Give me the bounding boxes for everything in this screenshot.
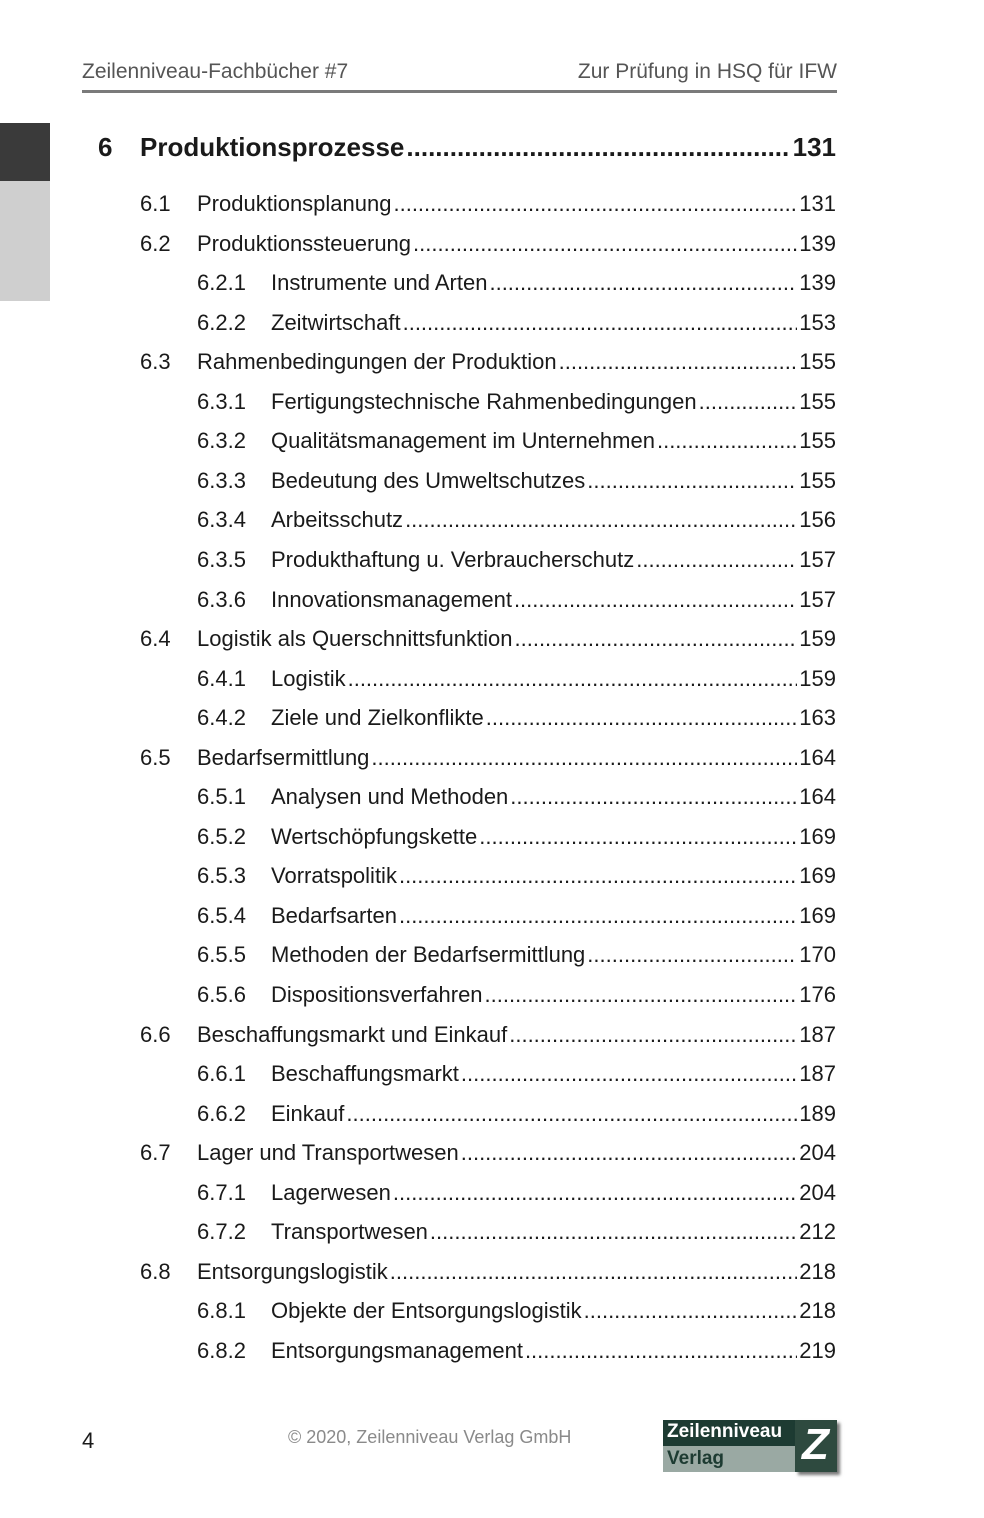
toc-entry-title: Wertschöpfungskette: [271, 823, 478, 849]
toc-entry-title: Lager und Transportwesen: [197, 1140, 459, 1166]
toc-entry[interactable]: [140, 1259, 836, 1285]
toc-entry-title: Fertigungstechnische Rahmenbedingungen: [271, 388, 697, 414]
toc-entry-number: 6.6: [140, 1021, 171, 1047]
toc-entry-title: Bedeutung des Umweltschutzes: [271, 467, 586, 493]
toc-entry-number: 6.2.1: [197, 270, 246, 296]
logo-mark: Z: [802, 1420, 829, 1469]
toc-leader-dots: [430, 1219, 797, 1245]
toc-entry-page: 155: [799, 428, 836, 454]
toc-entry-title: Zeitwirtschaft: [271, 309, 401, 335]
toc-entry-title: Methoden der Bedarfsermittlung: [271, 942, 586, 968]
toc-entry-number: 6.6.2: [197, 1100, 246, 1126]
toc-entry-page: 164: [799, 744, 836, 770]
toc-entry-title: Vorratspolitik: [271, 863, 397, 889]
toc-leader-dots: [514, 587, 797, 613]
toc-leader-dots: [657, 428, 797, 454]
toc-entry-page: 169: [799, 902, 836, 928]
toc-entry-page: 219: [799, 1337, 836, 1363]
toc-entry-page: 155: [799, 388, 836, 414]
toc-entry-title: Dispositionsverfahren: [271, 982, 483, 1007]
toc-entry[interactable]: [197, 547, 836, 573]
toc-entry-number: 6.5.5: [197, 942, 246, 968]
toc-leader-dots: [486, 705, 798, 731]
toc-entry-page: 187: [799, 1061, 836, 1087]
toc-entry-number: 6.5: [140, 744, 171, 770]
toc-entry-number: 6.2: [140, 230, 171, 256]
toc-entry[interactable]: [197, 784, 836, 810]
toc-entry-number: 6.8.2: [197, 1337, 246, 1363]
toc-leader-dots: [587, 468, 797, 494]
toc-entry-number: 6.5.4: [197, 902, 246, 928]
toc-entry-title: Instrumente und Arten: [271, 270, 488, 296]
toc-entry[interactable]: [140, 745, 836, 771]
toc-leader-dots: [584, 1298, 798, 1324]
toc-entry-page: 155: [799, 467, 836, 493]
toc-entry-number: 6.4.2: [197, 705, 246, 731]
publisher-logo: [663, 1420, 839, 1475]
toc-entry-page: 159: [799, 626, 836, 652]
toc-entry-title: Qualitätsmanagement im Unternehmen: [271, 428, 655, 454]
toc-chapter-page: 131: [792, 132, 836, 162]
toc-entry-number: 6.3.6: [197, 586, 246, 612]
toc-entry-page: 159: [799, 665, 836, 691]
toc-entry[interactable]: [197, 982, 836, 1008]
toc-entry-page: 204: [799, 1140, 836, 1166]
toc-entry[interactable]: [140, 1140, 836, 1166]
toc-leader-dots: [399, 903, 797, 929]
toc-entry-page: 189: [799, 1100, 836, 1126]
toc-leader-dots: [406, 132, 790, 163]
toc-entry[interactable]: [197, 270, 836, 296]
toc-entry[interactable]: [197, 428, 836, 454]
toc-entry[interactable]: [197, 389, 836, 415]
toc-leader-dots: [509, 1022, 797, 1048]
toc-entry[interactable]: [197, 1101, 836, 1127]
toc-entry[interactable]: [197, 1298, 836, 1324]
toc-entry-page: 218: [799, 1298, 836, 1324]
toc-leader-dots: [461, 1140, 798, 1166]
toc-entry[interactable]: [197, 863, 836, 889]
toc-entry-page: 163: [799, 705, 836, 731]
header-series-title: Zeilenniveau-Fachbücher #7: [82, 60, 349, 83]
toc-leader-dots: [413, 231, 797, 257]
toc-entry[interactable]: [197, 705, 836, 731]
toc-entry-title: Entsorgungsmanagement: [271, 1337, 523, 1363]
toc-entry-number: 6.5.3: [197, 863, 246, 889]
toc-entry-page: 164: [799, 784, 836, 810]
toc-entry-number: 6.3.3: [197, 467, 246, 493]
toc-entry-number: 6.6.1: [197, 1061, 246, 1087]
toc-entry-page: 156: [799, 507, 836, 533]
toc-leader-dots: [403, 310, 798, 336]
toc-entry-number: 6.4: [140, 626, 171, 652]
toc-entry-page: 157: [799, 586, 836, 612]
toc-entry-number: 6.7.2: [197, 1219, 246, 1245]
toc-entry-number: 6.3.2: [197, 428, 246, 454]
toc-entry-number: 6.4.1: [197, 665, 246, 691]
toc-entry[interactable]: [140, 626, 836, 652]
toc-leader-dots: [525, 1338, 797, 1364]
toc-leader-dots: [699, 389, 798, 415]
toc-leader-dots: [393, 191, 797, 217]
toc-entry[interactable]: [197, 1338, 836, 1364]
toc-entry-number: 6.5.1: [197, 784, 246, 810]
toc-entry[interactable]: [197, 824, 836, 850]
toc-leader-dots: [405, 507, 797, 533]
logo-text-line1: Zeilenniveau: [667, 1421, 783, 1442]
toc-chapter-entry[interactable]: [98, 132, 836, 168]
toc-entry-number: 6.7: [140, 1140, 171, 1166]
logo-mark-box: [795, 1420, 837, 1472]
toc-entry[interactable]: [140, 231, 836, 257]
toc-entry[interactable]: [140, 1022, 836, 1048]
toc-entry-page: 212: [799, 1219, 836, 1245]
toc-leader-dots: [371, 745, 797, 771]
toc-entry[interactable]: [197, 666, 836, 692]
toc-entry-title: Beschaffungsmarkt: [271, 1061, 459, 1087]
toc-entry-page: 139: [799, 270, 836, 296]
toc-entry-page: 176: [799, 982, 836, 1007]
toc-entry-number: 6.2.2: [197, 309, 246, 335]
page-number: 4: [82, 1428, 95, 1453]
toc-entry-title: Beschaffungsmarkt und Einkauf: [197, 1021, 508, 1047]
toc-leader-dots: [346, 1101, 797, 1127]
toc-entry-page: 131: [799, 191, 836, 216]
toc-entry[interactable]: [197, 310, 836, 336]
toc-entry-title: Bedarfsermittlung: [197, 744, 370, 770]
toc-entry-title: Analysen und Methoden: [271, 784, 509, 810]
copyright-notice: © 2020, Zeilenniveau Verlag GmbH: [288, 1427, 572, 1447]
toc-entry[interactable]: [197, 1061, 836, 1087]
toc-entry-page: 204: [799, 1179, 836, 1205]
toc-leader-dots: [348, 666, 798, 692]
toc-leader-dots: [393, 1180, 797, 1206]
logo-text-line2: Verlag: [667, 1448, 725, 1469]
toc-entry-title: Objekte der Entsorgungslogistik: [271, 1298, 582, 1324]
toc-entry[interactable]: [140, 349, 836, 375]
toc-entry-title: Entsorgungslogistik: [197, 1258, 388, 1284]
toc-entry[interactable]: [197, 468, 836, 494]
toc-entry-number: 6.7.1: [197, 1179, 246, 1205]
toc-entry[interactable]: [197, 942, 836, 968]
toc-entry[interactable]: [197, 1219, 836, 1245]
toc-entry-title: Produktionssteuerung: [197, 230, 412, 256]
toc-chapter-number: 6: [98, 132, 113, 162]
toc-entry[interactable]: [197, 507, 836, 533]
toc-leader-dots: [399, 863, 797, 889]
toc-entry-title: Lagerwesen: [271, 1179, 391, 1205]
toc-leader-dots: [479, 824, 797, 850]
toc-entry-number: 6.3.4: [197, 507, 246, 533]
toc-entry-title: Innovationsmanagement: [271, 586, 512, 612]
toc-leader-dots: [587, 942, 797, 968]
toc-leader-dots: [515, 626, 798, 652]
toc-entry-number: 6.8.1: [197, 1298, 246, 1324]
toc-entry-page: 155: [799, 349, 836, 375]
toc-entry-title: Einkauf: [271, 1100, 345, 1126]
toc-entry-number: 6.8: [140, 1258, 171, 1284]
toc-entry-page: 157: [799, 546, 836, 572]
toc-entry-number: 6.3.5: [197, 546, 246, 572]
toc-entry-title: Ziele und Zielkonflikte: [271, 705, 484, 731]
toc-entry[interactable]: [197, 903, 836, 929]
toc-leader-dots: [461, 1061, 797, 1087]
toc-entry-title: Rahmenbedingungen der Produktion: [197, 349, 557, 375]
toc-entry-page: 218: [799, 1258, 836, 1284]
toc-entry-number: 6.3.1: [197, 388, 246, 414]
toc-leader-dots: [559, 349, 798, 375]
toc-entry-title: Transportwesen: [271, 1219, 428, 1245]
toc-entry-page: 153: [799, 309, 836, 335]
toc-entry-number: 6.3: [140, 349, 171, 375]
toc-entry-title: Produkthaftung u. Verbraucherschutz: [271, 546, 635, 572]
toc-entry-title: Logistik: [271, 665, 346, 691]
toc-leader-dots: [489, 270, 797, 296]
toc-entry-title: Produktionsplanung: [197, 191, 392, 216]
toc-entry-title: Bedarfsarten: [271, 902, 397, 928]
toc-entry-title: Logistik als Querschnittsfunktion: [197, 626, 513, 652]
toc-entry-page: 170: [799, 942, 836, 968]
toc-entry-page: 187: [799, 1021, 836, 1047]
toc-entry[interactable]: [197, 1180, 836, 1206]
toc-leader-dots: [390, 1259, 798, 1285]
toc-entry-title: Arbeitsschutz: [271, 507, 404, 533]
toc-entry-page: 169: [799, 863, 836, 889]
toc-entry-page: 169: [799, 823, 836, 849]
toc-entry[interactable]: [140, 191, 836, 217]
header-exam-title: Zur Prüfung in HSQ für IFW: [577, 60, 837, 83]
toc-leader-dots: [636, 547, 797, 573]
toc-leader-dots: [510, 784, 797, 810]
toc-entry-number: 6.5.6: [197, 982, 246, 1007]
toc-entry[interactable]: [197, 587, 836, 613]
toc-entry-page: 139: [799, 230, 836, 256]
toc-entry-number: 6.1: [140, 191, 171, 216]
toc-entry-number: 6.5.2: [197, 823, 246, 849]
toc-leader-dots: [485, 982, 798, 1008]
toc-chapter-title: Produktionsprozesse: [140, 132, 405, 162]
